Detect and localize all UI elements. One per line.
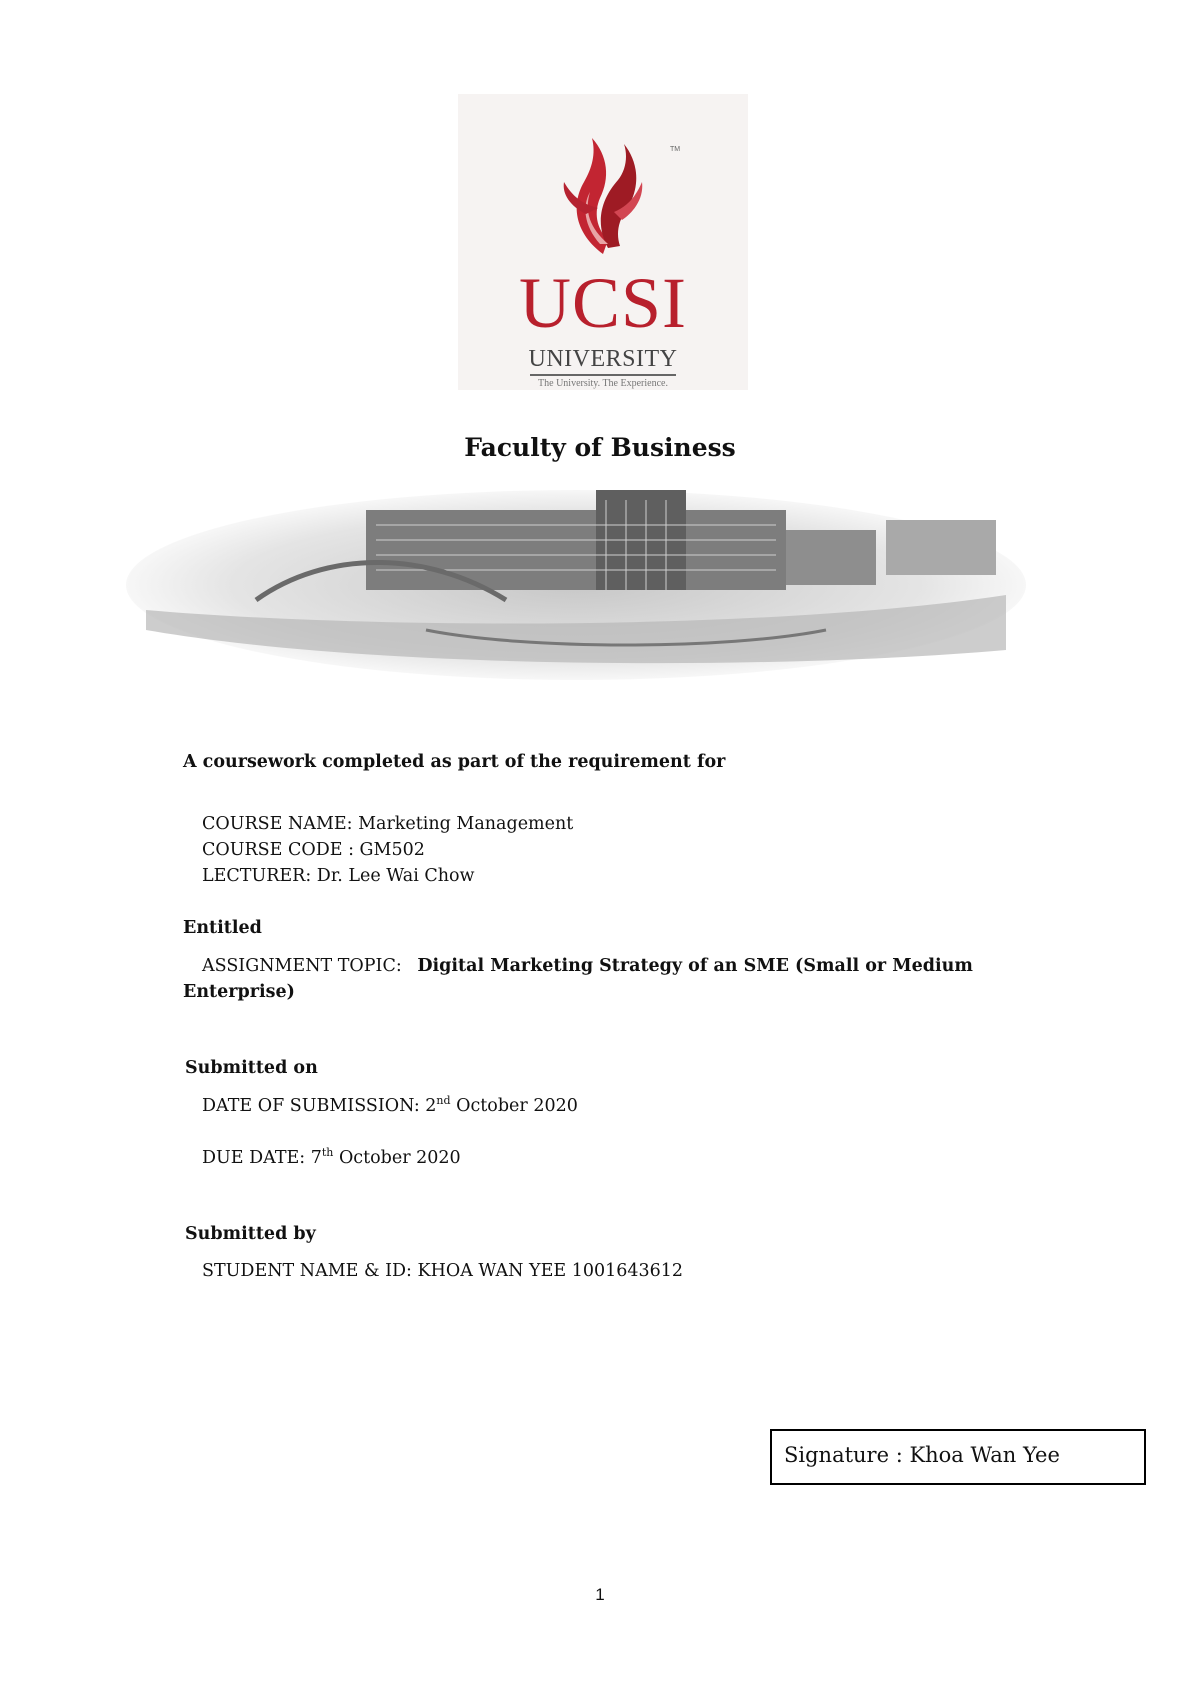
assignment-topic <box>202 956 973 976</box>
page-number: 1 <box>595 1585 605 1604</box>
submitted-on-heading: Submitted on <box>185 1058 318 1078</box>
university-logo <box>458 94 748 390</box>
logo-divider <box>530 374 676 376</box>
course-name: COURSE NAME: Marketing Management <box>202 814 574 834</box>
submitted-by-heading: Submitted by <box>185 1224 316 1244</box>
trademark: TM <box>670 146 681 153</box>
signature-box <box>770 1429 1146 1485</box>
assignment-title: Digital Marketing Strategy of an SME (Small or Medium <box>417 956 973 976</box>
signature-text: Signature : Khoa Wan Yee <box>784 1443 1060 1467</box>
entitled-heading: Entitled <box>183 918 262 938</box>
logo-subtitle: UNIVERSITY <box>528 346 678 372</box>
logo-wordmark: UCSI <box>518 263 688 343</box>
assignment-label: ASSIGNMENT TOPIC: <box>202 956 402 976</box>
lecturer: LECTURER: Dr. Lee Wai Chow <box>202 866 475 886</box>
campus-image <box>126 480 1026 680</box>
due-date: DUE DATE: 7th October 2020 <box>202 1146 461 1168</box>
logo-tagline: The University. The Experience. <box>538 378 668 389</box>
submission-date: DATE OF SUBMISSION: 2nd October 2020 <box>202 1094 578 1116</box>
course-code: COURSE CODE : GM502 <box>202 840 425 860</box>
faculty-title: Faculty of Business <box>464 433 736 462</box>
student-name-id: STUDENT NAME & ID: KHOA WAN YEE 1001643612 <box>202 1261 684 1281</box>
assignment-title-cont: Enterprise) <box>183 982 295 1002</box>
flame-icon <box>458 94 748 264</box>
coursework-intro: A coursework completed as part of the requirement for <box>183 752 726 772</box>
